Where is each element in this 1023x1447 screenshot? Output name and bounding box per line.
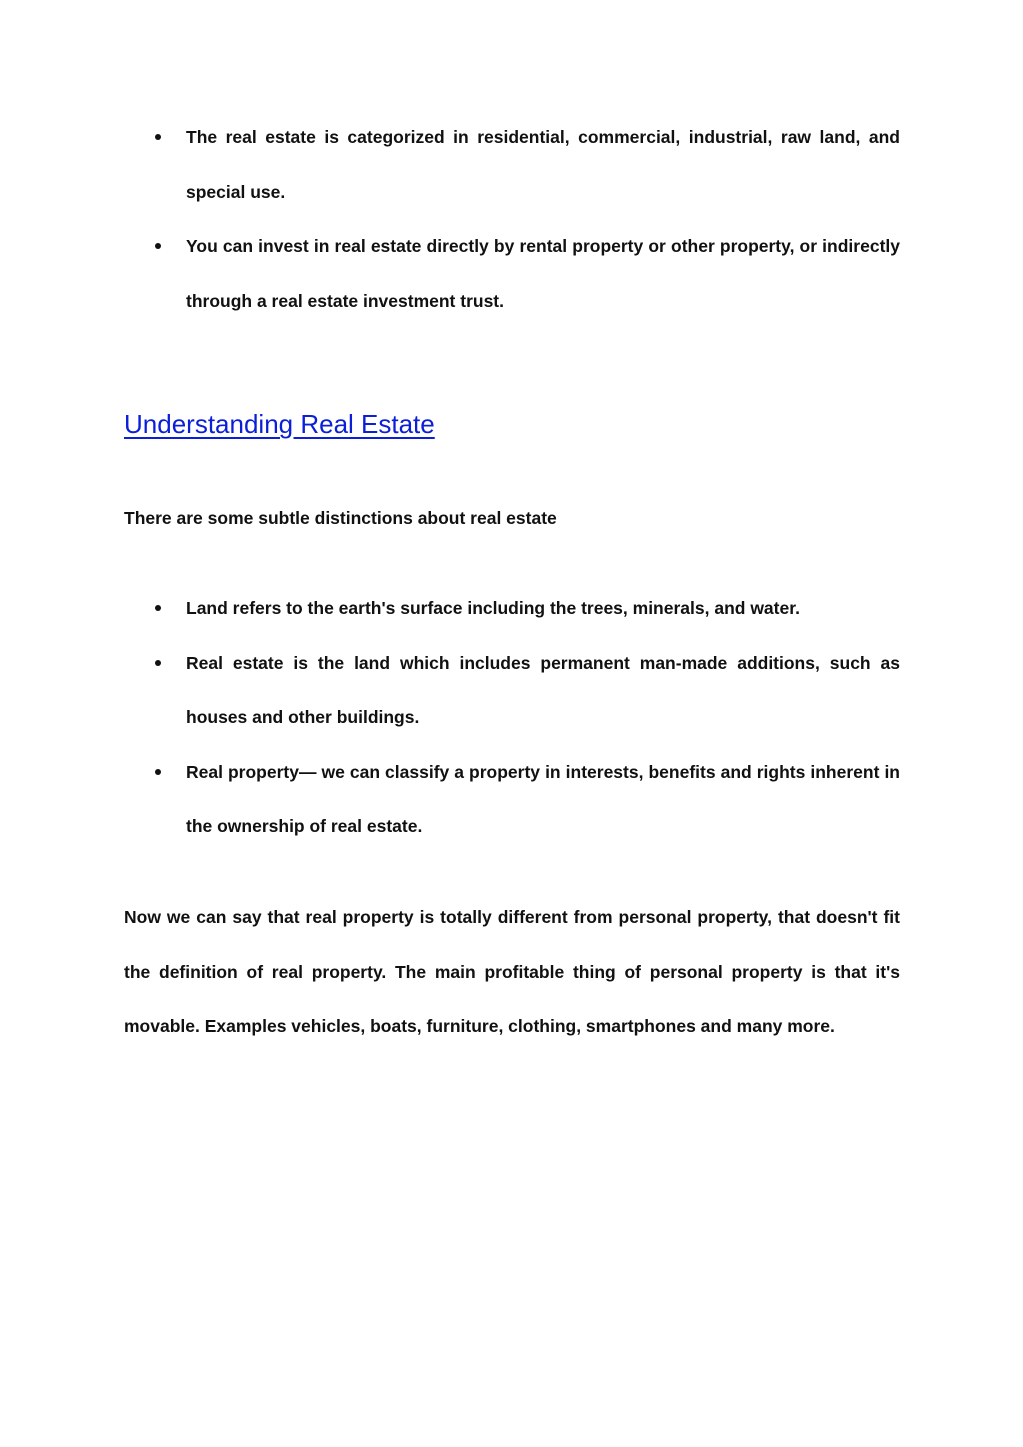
list-item-text: Land refers to the earth's surface including the trees, minerals, and water. — [186, 598, 800, 618]
list-item — [124, 110, 900, 219]
bullet-icon — [155, 769, 161, 775]
list-item-text: Real estate is the land which includes permanent man-made additions, such as houses and other buildings. — [186, 652, 900, 728]
list-item-text: Real property— we can classify a property in interests, benefits and rights inherent in the ownership of real estate. — [186, 761, 900, 837]
intro-paragraph: There are some subtle distinctions about real estate — [124, 508, 557, 528]
section-heading-link[interactable]: Understanding Real Estate — [124, 409, 435, 439]
bullet-icon — [155, 660, 161, 666]
list-item — [124, 636, 900, 745]
bullet-icon — [155, 605, 161, 611]
list-item-text: You can invest in real estate directly by rental property or other property, or indirectly through a real estate investment trust. — [186, 236, 900, 311]
bullet-list-distinctions — [124, 581, 900, 854]
bullet-icon — [155, 134, 161, 140]
list-item — [124, 581, 900, 636]
list-item — [124, 745, 900, 854]
bullet-icon — [155, 243, 161, 249]
bullet-list-top — [124, 110, 900, 328]
list-item-text: The real estate is categorized in residential, commercial, industrial, raw land, and special use. — [186, 127, 900, 202]
closing-paragraph: Now we can say that real property is totally different from personal property, that doesn't fit the definition of real property. The main profitable thing of personal property is that it's movable. Examples vehicles, boats, furniture, clothing, smartphones and many more. — [124, 907, 900, 1037]
list-item — [124, 219, 900, 328]
